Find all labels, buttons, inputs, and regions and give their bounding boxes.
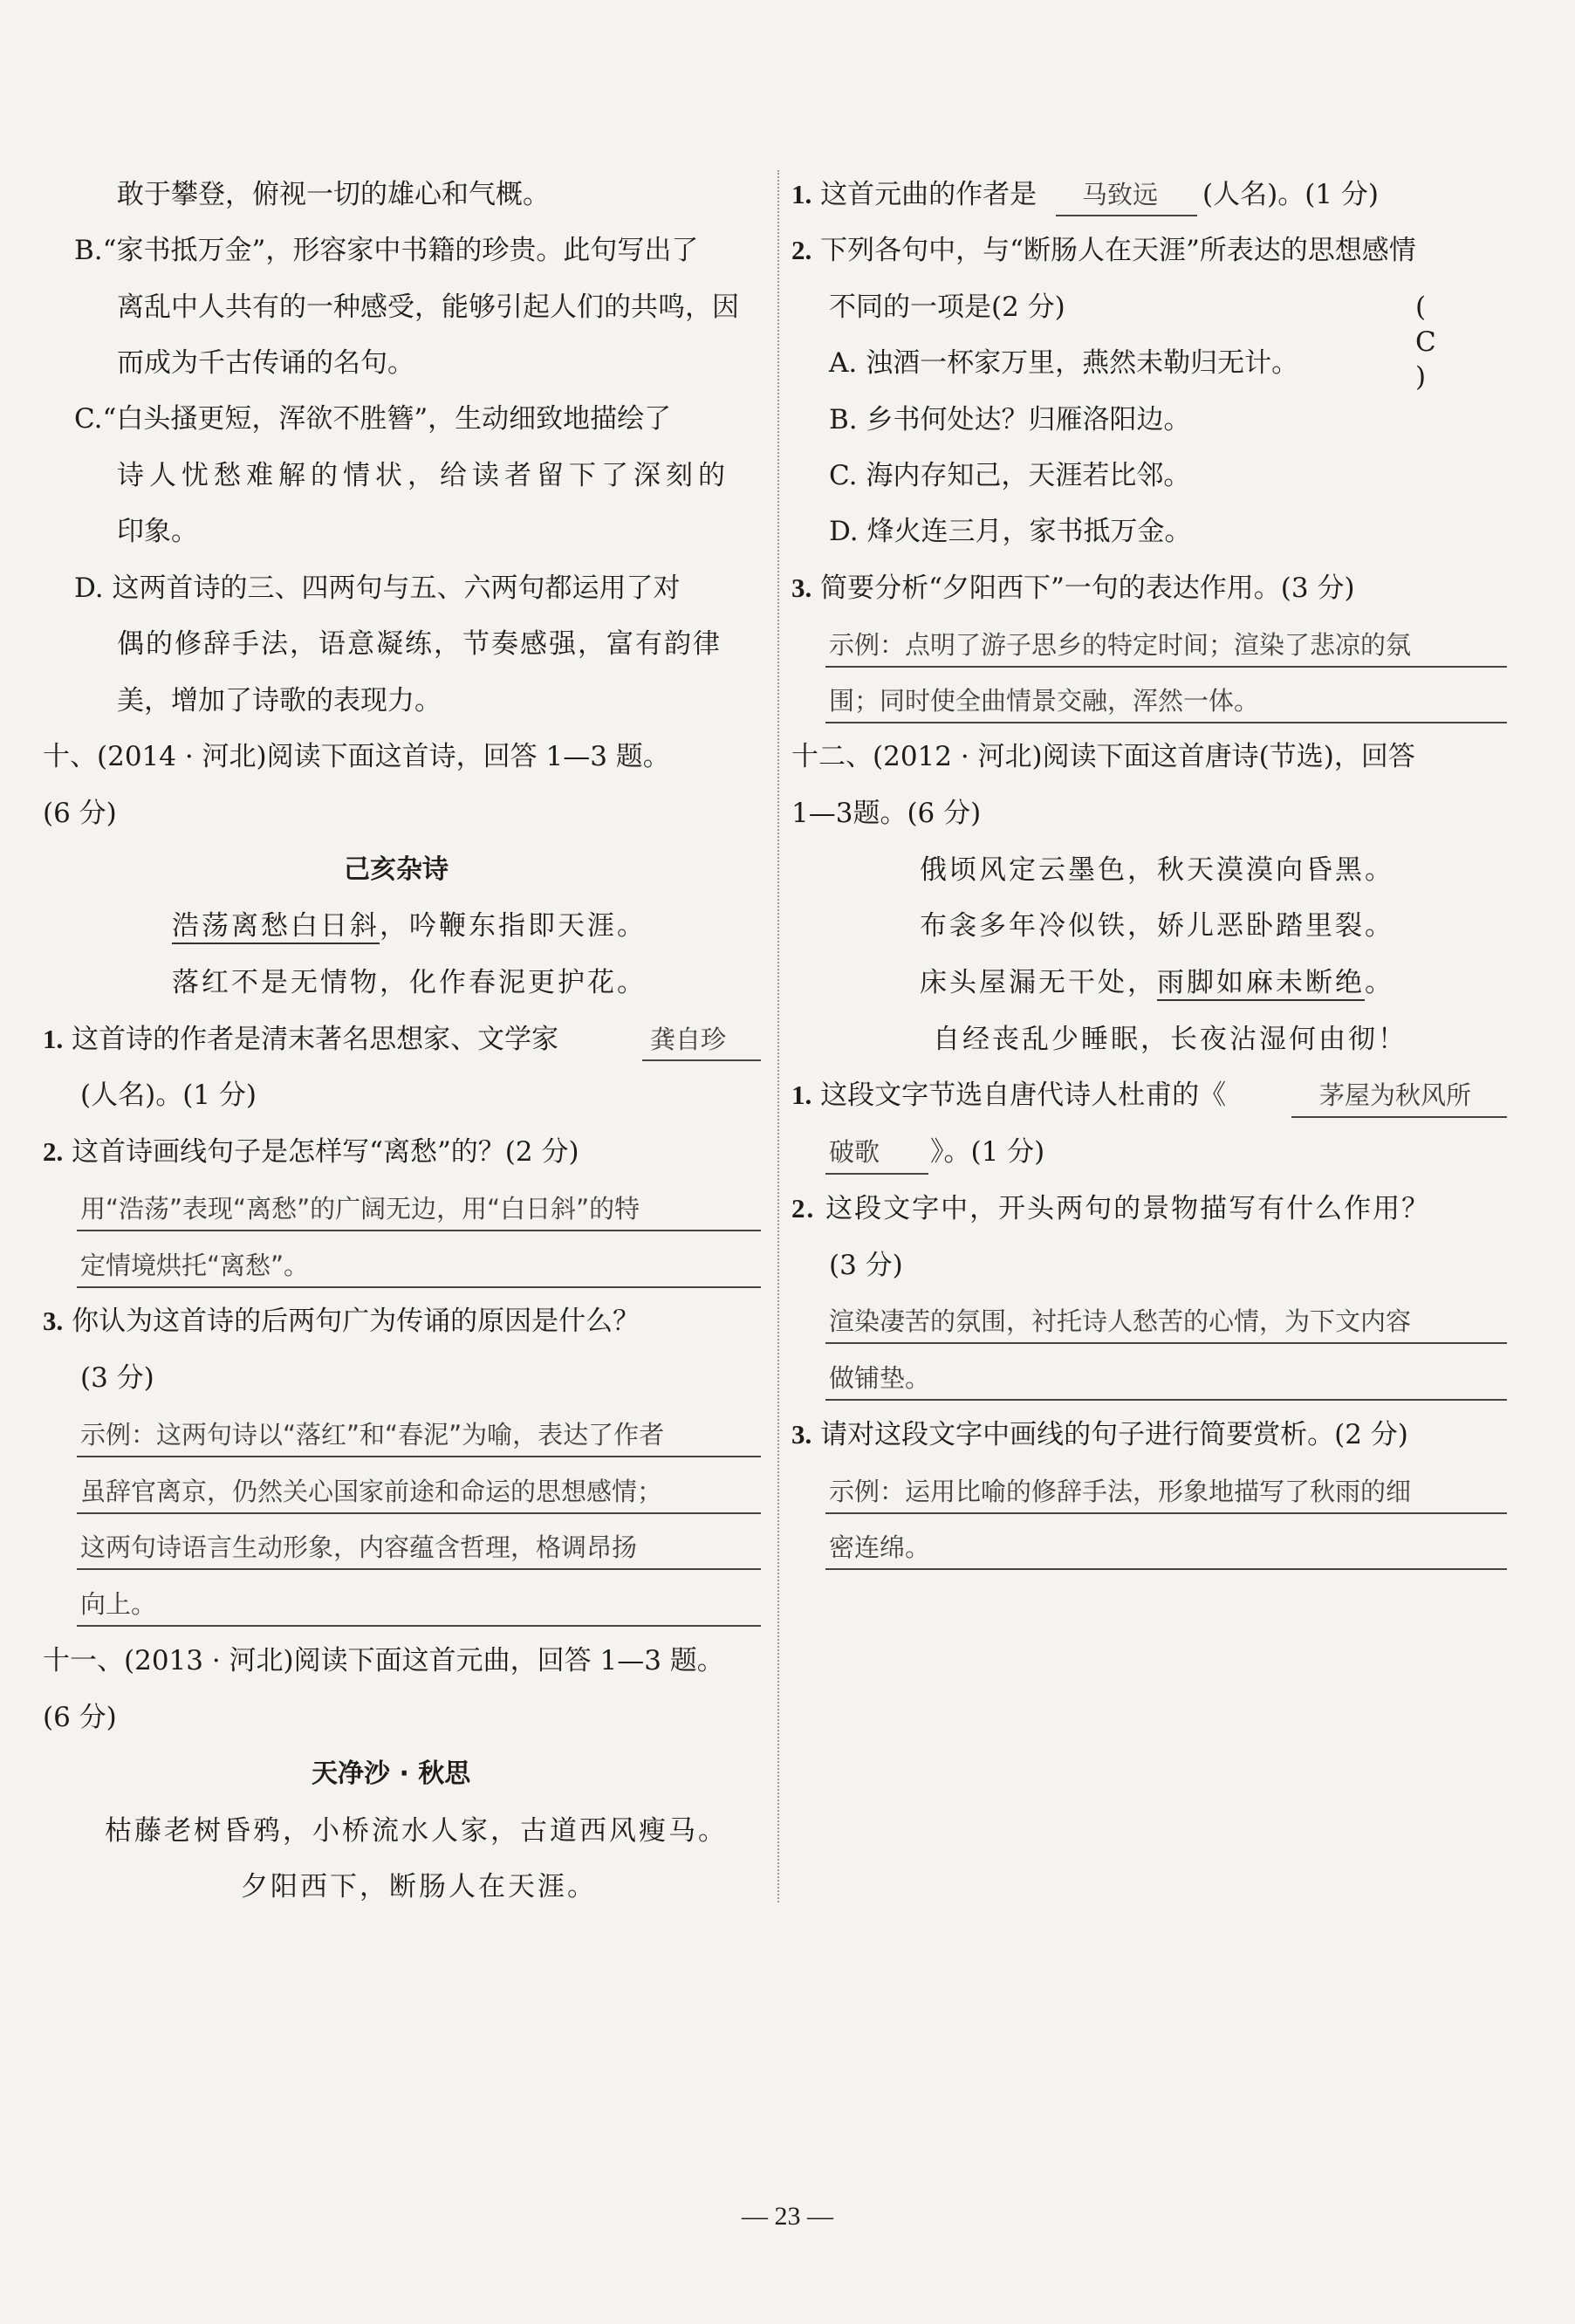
question-tail: (人名)。(1 分) — [1202, 179, 1379, 210]
poem-title: 己亥杂诗 — [344, 854, 449, 885]
question-text: 这首诗画线句子是怎样写“离愁”的？(2 分) — [72, 1136, 579, 1168]
question-3 — [791, 1417, 1408, 1452]
underlined-sentence: 雨脚如麻未断绝 — [1157, 967, 1365, 1001]
answer-text: 示例：这两句诗以“落红”和“春泥”为喻，表达了作者 — [80, 1420, 665, 1450]
question-tail: 》。(1 分) — [930, 1136, 1045, 1168]
option-d-line: 美，增加了诗歌的表现力。 — [117, 685, 442, 716]
answer-text: 虽辞官离京，仍然关心国家前途和命运的思想感情； — [80, 1477, 663, 1506]
text-line: 敢于攀登，俯视一切的雄心和气概。 — [117, 179, 550, 210]
poem-title: 天净沙 · 秋思 — [312, 1758, 471, 1789]
question-1 — [791, 177, 1037, 212]
page-number: — 23 — — [742, 2202, 833, 2231]
option-c-line: C.“白头搔更短，浑欲不胜簪”，生动细致地描绘了 — [74, 403, 672, 435]
answer-text: 围；同时使全曲情景交融，浑然一体。 — [829, 686, 1260, 716]
poem-line: 自经丧乱少睡眠，长夜沾湿何由彻！ — [933, 1024, 1407, 1055]
question-text: 简要分析“夕阳西下”一句的表达作用。(3 分) — [820, 572, 1355, 604]
poem-line — [920, 965, 1394, 1000]
option-b-line: B.“家书抵万金”，形容家中书籍的珍贵。此句写出了 — [74, 235, 699, 266]
answer-choice: ( C ) — [1415, 291, 1436, 393]
poem-text: 。 — [1365, 967, 1394, 998]
question-2 — [791, 1191, 1430, 1226]
option-d-line: D. 这两首诗的三、四两句与五、六两句都运用了对 — [74, 572, 681, 604]
answer-text: 做铺垫。 — [829, 1363, 931, 1393]
answer-line — [77, 1625, 761, 1627]
answer-line — [825, 1512, 1507, 1514]
question-number: 3. — [791, 572, 812, 603]
answer-line — [77, 1286, 761, 1288]
question-score: (3 分) — [80, 1362, 154, 1394]
answer-line — [825, 1173, 928, 1175]
answer-text: 示例：运用比喻的修辞手法，形象地描写了秋雨的细 — [829, 1477, 1412, 1506]
section-heading: 十一、(2013 · 河北)阅读下面这首元曲，回答 1—3 题。 — [43, 1645, 724, 1676]
answer-text: 渲染凄苦的氛围，衬托诗人愁苦的心情，为下文内容 — [829, 1306, 1412, 1336]
option-a: A. 浊酒一杯家万里，燕然未勒归无计。 — [829, 347, 1299, 379]
section-heading: 十、(2014 · 河北)阅读下面这首诗，回答 1—3 题。 — [43, 741, 670, 772]
section-heading: 1—3题。(6 分) — [791, 798, 982, 829]
answer-line — [1056, 215, 1197, 216]
question-3 — [791, 571, 1355, 606]
poem-line — [172, 908, 647, 943]
option-b: B. 乡书何处达？归雁洛阳边。 — [829, 404, 1191, 435]
answer-text: 示例：点明了游子思乡的特定时间；渲染了悲凉的氛 — [829, 630, 1412, 660]
poem-text: 床头屋漏无干处， — [920, 967, 1157, 998]
option-c: C. 海内存知己，天涯若比邻。 — [829, 460, 1191, 491]
answer-text: 向上。 — [80, 1589, 157, 1619]
section-score: (6 分) — [43, 798, 117, 829]
answer-text: 茅屋为秋风所 — [1319, 1080, 1472, 1110]
question-number: 3. — [43, 1306, 64, 1336]
poem-line: 落红不是无情物，化作春泥更护花。 — [172, 967, 647, 998]
answer-line — [825, 666, 1507, 668]
question-text: 请对这段文字中画线的句子进行简要赏析。(2 分) — [820, 1419, 1408, 1450]
question-text: 你认为这首诗的后两句广为传诵的原因是什么？ — [72, 1306, 640, 1337]
question-number: 2. — [43, 1136, 64, 1167]
poem-line: 俄顷风定云墨色，秋天漠漠向昏黑。 — [920, 854, 1394, 886]
question-number: 1. — [43, 1024, 64, 1054]
answer-text: 这两句诗语言生动形象，内容蕴含哲理，格调昂扬 — [80, 1532, 638, 1562]
question-text: 这段文字中，开头两句的景物描写有什么作用？ — [825, 1193, 1431, 1224]
option-d-line: 偶的修辞手法，语意凝练，节奏感强，富有韵律 — [117, 628, 722, 660]
answer-line — [77, 1568, 761, 1570]
answer-text: 马致远 — [1082, 180, 1159, 209]
answer-line — [77, 1456, 761, 1457]
question-1 — [791, 1078, 1226, 1113]
poem-line: 枯藤老树昏鸦，小桥流水人家，古道西风瘦马。 — [105, 1815, 728, 1847]
section-score: (6 分) — [43, 1702, 117, 1733]
question-number: 1. — [791, 1080, 812, 1110]
answer-line — [642, 1059, 761, 1061]
answer-text: 龚自珍 — [650, 1025, 727, 1054]
column-divider — [777, 170, 779, 1902]
answer-line — [77, 1512, 761, 1514]
option-d: D. 烽火连三月，家书抵万金。 — [829, 516, 1192, 547]
answer-line — [1291, 1116, 1507, 1118]
question-number: 2. — [791, 1193, 816, 1224]
answer-line — [77, 1230, 761, 1231]
question-tail: (人名)。(1 分) — [80, 1080, 257, 1111]
answer-line — [825, 1399, 1507, 1401]
poem-line: 布衾多年冷似铁，娇儿恶卧踏里裂。 — [920, 910, 1394, 942]
option-b-line: 而成为千古传诵的名句。 — [117, 347, 414, 379]
poem-text: ，吟鞭东指即天涯。 — [380, 910, 647, 942]
question-text: 这首元曲的作者是 — [820, 179, 1037, 210]
question-text: 不同的一项是(2 分) — [829, 291, 1065, 323]
answer-line — [825, 722, 1507, 723]
option-c-line: 印象。 — [117, 516, 198, 547]
answer-line — [825, 1568, 1507, 1570]
option-c-line: 诗人忧愁难解的情状，给读者留下了深刻的 — [117, 460, 730, 491]
section-heading: 十二、(2012 · 河北)阅读下面这首唐诗(节选)，回答 — [791, 741, 1415, 772]
option-b-line: 离乱中人共有的一种感受，能够引起人们的共鸣，因 — [117, 291, 739, 323]
answer-text: 破歌 — [829, 1137, 880, 1167]
question-3 — [43, 1304, 640, 1339]
answer-text: 定情境烘托“离愁”。 — [80, 1251, 310, 1280]
question-2 — [43, 1135, 579, 1169]
question-2 — [791, 233, 1416, 268]
question-text: 下列各句中，与“断肠人在天涯”所表达的思想感情 — [820, 235, 1416, 266]
question-number: 1. — [791, 179, 812, 209]
question-score: (3 分) — [829, 1250, 903, 1281]
underlined-sentence: 浩荡离愁白日斜 — [172, 910, 380, 944]
question-text: 这首诗的作者是清末著名思想家、文学家 — [72, 1024, 559, 1055]
question-text: 这段文字节选自唐代诗人杜甫的《 — [820, 1080, 1227, 1111]
question-1 — [43, 1022, 558, 1057]
question-number: 2. — [791, 235, 812, 265]
question-number: 3. — [791, 1419, 812, 1450]
answer-text: 用“浩荡”表现“离愁”的广阔无边，用“白日斜”的特 — [80, 1194, 640, 1224]
answer-text: 密连绵。 — [829, 1532, 931, 1562]
answer-line — [825, 1342, 1507, 1344]
poem-line: 夕阳西下，断肠人在天涯。 — [241, 1871, 597, 1902]
